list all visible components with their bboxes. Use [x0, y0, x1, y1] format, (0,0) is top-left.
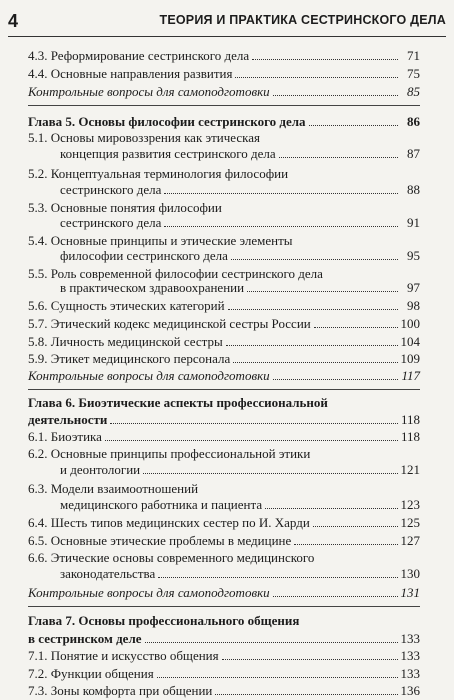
toc-entry-6-2-line1: 6.2. Основные принципы профессиональной этики — [28, 446, 311, 461]
toc-entry-5-7[interactable]: 5.7. Этический кодекс медицинской сестры России 100 — [28, 316, 420, 331]
toc-entry-7-1[interactable]: 7.1. Понятие и искусство общения 133 — [28, 648, 420, 663]
toc-entry-5-2[interactable]: сестринского дела 88 — [60, 182, 420, 197]
running-title: ТЕОРИЯ И ПРАКТИКА СЕСТРИНСКОГО ДЕЛА — [159, 13, 446, 27]
toc-entry-6-6-line1: 6.6. Этические основы современного медицинского — [28, 550, 315, 565]
toc-entry-5-5[interactable]: в практическом здравоохранении 97 — [60, 280, 420, 295]
toc-entry-5-8[interactable]: 5.8. Личность медицинской сестры 104 — [28, 334, 420, 349]
toc-chapter-6[interactable]: деятельности 118 — [28, 412, 420, 427]
toc-entry-review-questions-5[interactable]: Контрольные вопросы для самоподготовки 117 — [28, 368, 420, 383]
toc-chapter-7[interactable]: в сестринском деле 133 — [28, 631, 420, 646]
toc-entry-5-1-line1: 5.1. Основы мировоззрения как этическая — [28, 130, 261, 145]
toc-entry-review-questions-4[interactable]: Контрольные вопросы для самоподготовки 85 — [28, 84, 420, 99]
toc-entry-5-4[interactable]: философии сестринского дела 95 — [60, 248, 420, 263]
page-number: 4 — [8, 11, 19, 31]
toc-entry-5-4-line1: 5.4. Основные принципы и этические элементы — [28, 233, 293, 248]
toc-entry-5-6[interactable]: 5.6. Сущность этических категорий 98 — [28, 298, 420, 313]
toc-entry-7-2[interactable]: 7.2. Функции общения 133 — [28, 666, 420, 681]
toc-entry-6-5[interactable]: 6.5. Основные этические проблемы в медицине 127 — [28, 533, 420, 548]
toc-entry-7-3[interactable]: 7.3. Зоны комфорта при общении 136 — [28, 683, 420, 698]
toc-entry-5-9[interactable]: 5.9. Этикет медицинского персонала 109 — [28, 351, 420, 366]
section-divider — [28, 606, 420, 607]
section-divider — [28, 105, 420, 106]
toc-chapter-6-line1: Глава 6. Биоэтические аспекты профессиональной — [28, 395, 328, 410]
toc-entry-5-3[interactable]: сестринского дела 91 — [60, 215, 420, 230]
toc-entry-4-3[interactable]: 4.3. Реформирование сестринского дела 71 — [28, 48, 420, 63]
toc-entry-6-1[interactable]: 6.1. Биоэтика 118 — [28, 429, 420, 444]
toc-entry-5-1[interactable]: концепция развития сестринского дела 87 — [60, 146, 420, 161]
toc-entry-6-4[interactable]: 6.4. Шесть типов медицинских сестер по И. Харди 125 — [28, 515, 420, 530]
toc-entry-5-5-line1: 5.5. Роль современной философии сестринского дела — [28, 266, 323, 281]
toc-entry-6-2[interactable]: и деонтологии 121 — [60, 462, 420, 477]
toc-entry-6-6[interactable]: законодательства 130 — [60, 566, 420, 581]
section-divider — [28, 389, 420, 390]
toc-entry-6-3-line1: 6.3. Модели взаимоотношений — [28, 481, 199, 496]
toc-entry-4-4[interactable]: 4.4. Основные направления развития 75 — [28, 66, 420, 81]
toc-chapter-7-line1: Глава 7. Основы профессионального общения — [28, 613, 300, 628]
toc-entry-6-3[interactable]: медицинского работника и пациента 123 — [60, 497, 420, 512]
toc-chapter-5[interactable]: Глава 5. Основы философии сестринского дела 86 — [28, 114, 420, 129]
toc-entry-5-2-line1: 5.2. Концептуальная терминология философии — [28, 166, 289, 181]
toc-entry-review-questions-6[interactable]: Контрольные вопросы для самоподготовки 131 — [28, 585, 420, 600]
toc-entry-5-3-line1: 5.3. Основные понятия философии — [28, 200, 222, 215]
